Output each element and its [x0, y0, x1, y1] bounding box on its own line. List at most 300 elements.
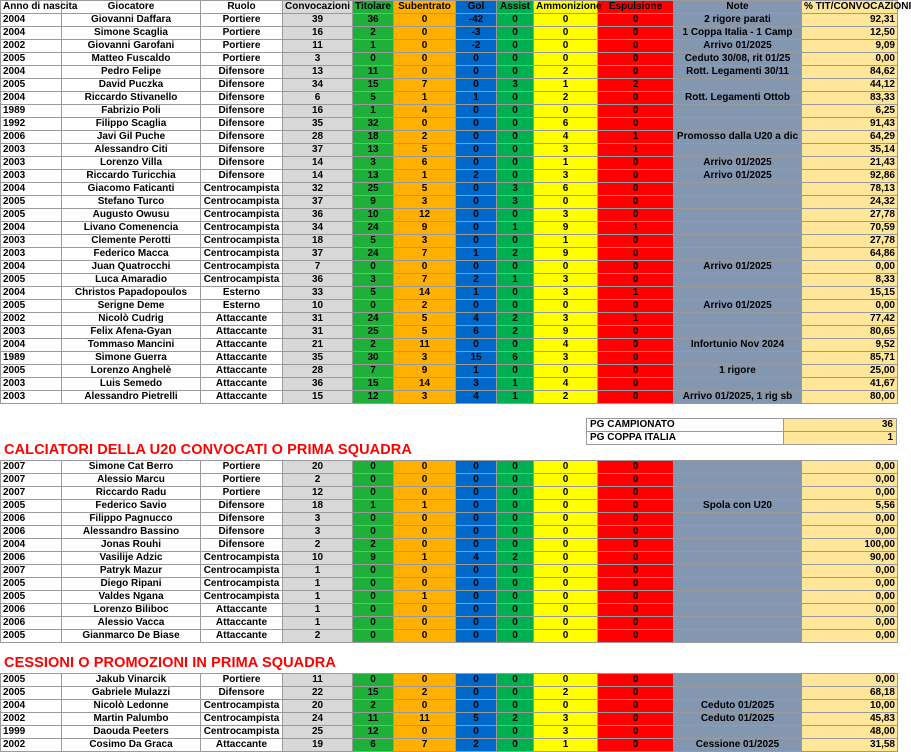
cell-assist: 2 — [497, 313, 534, 326]
cell-espulsione: 0 — [598, 713, 674, 726]
cell-convocazioni: 1 — [283, 604, 353, 617]
cell-assist: 0 — [497, 565, 534, 578]
cell-assist: 1 — [497, 222, 534, 235]
cell-titolare: 2 — [353, 339, 394, 352]
table-row — [1, 352, 898, 365]
cell-giocatore: Giacomo Faticanti — [62, 183, 201, 196]
cell-note — [674, 326, 802, 339]
cell-convocazioni: 36 — [283, 209, 353, 222]
u20-section-title: CALCIATORI DELLA U20 CONVOCATI O PRIMA SQUADRA — [4, 442, 412, 458]
cell-espulsione: 0 — [598, 513, 674, 526]
cell-ammonizione: 0 — [534, 700, 598, 713]
cessioni-section-title: CESSIONI O PROMOZIONI IN PRIMA SQUADRA — [4, 655, 336, 671]
cell-ammonizione: 9 — [534, 248, 598, 261]
cell-gol: 0 — [456, 604, 497, 617]
cell-note — [674, 222, 802, 235]
cell-espulsione: 0 — [598, 40, 674, 53]
cell-perc: 85,71 — [802, 352, 898, 365]
cell-ammonizione: 0 — [534, 365, 598, 378]
cell-ammonizione: 0 — [534, 630, 598, 643]
cell-espulsione: 0 — [598, 14, 674, 27]
cell-convocazioni: 2 — [283, 539, 353, 552]
cell-gol: 0 — [456, 196, 497, 209]
cell-perc: 92,31 — [802, 14, 898, 27]
header-row — [1, 1, 898, 14]
cell-note — [674, 513, 802, 526]
cell-gol: 0 — [456, 630, 497, 643]
cell-ammonizione: 0 — [534, 578, 598, 591]
cell-note: 2 rigore parati — [674, 14, 802, 27]
table-row — [1, 313, 898, 326]
cell-subentrato: 2 — [394, 131, 456, 144]
cell-gol: 0 — [456, 700, 497, 713]
cell-assist: 2 — [497, 552, 534, 565]
cell-subentrato: 7 — [394, 79, 456, 92]
cell-note — [674, 144, 802, 157]
cell-ammonizione: 1 — [534, 739, 598, 752]
cell-note — [674, 526, 802, 539]
cell-ruolo: Attaccante — [201, 326, 283, 339]
cell-note: Rott. Legamenti Ottob — [674, 92, 802, 105]
cell-subentrato: 0 — [394, 726, 456, 739]
cell-perc: 83,33 — [802, 92, 898, 105]
cell-gol: -2 — [456, 40, 497, 53]
cell-ammonizione: 0 — [534, 526, 598, 539]
cell-espulsione: 0 — [598, 118, 674, 131]
cell-giocatore: Gabriele Mulazzi — [62, 687, 201, 700]
cell-giocatore: Filippo Pagnucco — [62, 513, 201, 526]
cell-anno: 2004 — [1, 261, 62, 274]
cell-espulsione: 0 — [598, 209, 674, 222]
cell-gol: 4 — [456, 552, 497, 565]
cell-convocazioni: 1 — [283, 578, 353, 591]
cell-convocazioni: 36 — [283, 274, 353, 287]
cell-perc: 0,00 — [802, 461, 898, 474]
cell-gol: 0 — [456, 105, 497, 118]
cell-ruolo: Portiere — [201, 14, 283, 27]
cell-gol: 1 — [456, 92, 497, 105]
table-row — [1, 565, 898, 578]
header-titolare: Titolare — [353, 1, 394, 14]
table-row — [1, 131, 898, 144]
pg-coppa-row — [587, 432, 897, 445]
cell-convocazioni: 31 — [283, 313, 353, 326]
cell-ruolo: Centrocampista — [201, 552, 283, 565]
cell-subentrato: 11 — [394, 713, 456, 726]
cell-ruolo: Difensore — [201, 131, 283, 144]
cell-giocatore: Stefano Turco — [62, 196, 201, 209]
cell-titolare: 24 — [353, 222, 394, 235]
cell-assist: 1 — [497, 378, 534, 391]
table-row — [1, 526, 898, 539]
cell-anno: 2004 — [1, 27, 62, 40]
cell-ammonizione: 3 — [534, 274, 598, 287]
cell-giocatore: Matteo Fuscaldo — [62, 53, 201, 66]
cell-convocazioni: 14 — [283, 170, 353, 183]
cessioni-table — [0, 673, 898, 752]
table-row — [1, 326, 898, 339]
cell-gol: 0 — [456, 339, 497, 352]
cell-gol: -3 — [456, 27, 497, 40]
cell-ruolo: Centrocampista — [201, 713, 283, 726]
cell-note: Cessione 01/2025 — [674, 739, 802, 752]
cell-titolare: 15 — [353, 687, 394, 700]
cell-anno: 2004 — [1, 222, 62, 235]
cell-subentrato: 14 — [394, 287, 456, 300]
cell-giocatore: Javi Gil Puche — [62, 131, 201, 144]
cell-anno: 2005 — [1, 300, 62, 313]
cell-giocatore: Jakub Vinarcik — [62, 674, 201, 687]
cell-ammonizione: 3 — [534, 209, 598, 222]
cell-convocazioni: 16 — [283, 27, 353, 40]
table-row — [1, 183, 898, 196]
cell-note: Ceduto 01/2025 — [674, 713, 802, 726]
cell-subentrato: 4 — [394, 105, 456, 118]
cell-giocatore: Simone Cat Berro — [62, 461, 201, 474]
cell-anno: 2006 — [1, 526, 62, 539]
cell-espulsione: 0 — [598, 391, 674, 404]
cell-note: Rott. Legamenti 30/11 — [674, 66, 802, 79]
cell-subentrato: 0 — [394, 604, 456, 617]
cell-giocatore: Giovanni Garofani — [62, 40, 201, 53]
cell-convocazioni: 16 — [283, 105, 353, 118]
cell-perc: 15,15 — [802, 287, 898, 300]
cell-giocatore: Federico Savio — [62, 500, 201, 513]
cell-titolare: 13 — [353, 144, 394, 157]
cell-ruolo: Esterno — [201, 300, 283, 313]
cell-gol: 0 — [456, 461, 497, 474]
cell-anno: 2003 — [1, 144, 62, 157]
cell-subentrato: 0 — [394, 66, 456, 79]
cell-espulsione: 0 — [598, 196, 674, 209]
cell-note — [674, 105, 802, 118]
cell-assist: 1 — [497, 274, 534, 287]
cell-anno: 2002 — [1, 739, 62, 752]
cell-ammonizione: 3 — [534, 287, 598, 300]
cell-anno: 2004 — [1, 700, 62, 713]
cell-titolare: 0 — [353, 474, 394, 487]
cell-anno: 2002 — [1, 313, 62, 326]
cell-assist: 0 — [497, 687, 534, 700]
cell-anno: 2003 — [1, 157, 62, 170]
cell-anno: 2006 — [1, 552, 62, 565]
cell-giocatore: Luca Amaradio — [62, 274, 201, 287]
cell-ruolo: Centrocampista — [201, 591, 283, 604]
cell-ruolo: Difensore — [201, 79, 283, 92]
table-row — [1, 196, 898, 209]
cell-note — [674, 726, 802, 739]
cell-assist: 1 — [497, 391, 534, 404]
cell-espulsione: 0 — [598, 539, 674, 552]
cell-titolare: 1 — [353, 40, 394, 53]
cell-assist: 0 — [497, 235, 534, 248]
cell-gol: 0 — [456, 118, 497, 131]
cell-ammonizione: 0 — [534, 261, 598, 274]
cell-anno: 1999 — [1, 726, 62, 739]
cell-subentrato: 0 — [394, 617, 456, 630]
cell-ammonizione: 0 — [534, 14, 598, 27]
cell-anno: 2005 — [1, 578, 62, 591]
cell-espulsione: 0 — [598, 300, 674, 313]
cell-assist: 0 — [497, 287, 534, 300]
cell-note — [674, 552, 802, 565]
cell-note — [674, 461, 802, 474]
table-row — [1, 713, 898, 726]
cell-note: Ceduto 30/08, rit 01/25 — [674, 53, 802, 66]
cell-gol: 0 — [456, 687, 497, 700]
table-row — [1, 274, 898, 287]
cell-note: Arrivo 01/2025 — [674, 300, 802, 313]
cell-espulsione: 1 — [598, 131, 674, 144]
cell-espulsione: 0 — [598, 687, 674, 700]
cell-subentrato: 0 — [394, 118, 456, 131]
cell-perc: 100,00 — [802, 539, 898, 552]
cell-ruolo: Portiere — [201, 674, 283, 687]
cell-gol: 0 — [456, 500, 497, 513]
cell-giocatore: Giovanni Daffara — [62, 14, 201, 27]
cell-convocazioni: 12 — [283, 487, 353, 500]
table-row — [1, 79, 898, 92]
cell-perc: 31,58 — [802, 739, 898, 752]
cell-ruolo: Difensore — [201, 500, 283, 513]
cell-subentrato: 0 — [394, 578, 456, 591]
cell-ruolo: Difensore — [201, 687, 283, 700]
cell-note: Arrivo 01/2025, 1 rig sb — [674, 391, 802, 404]
cell-ammonizione: 0 — [534, 196, 598, 209]
cell-ammonizione: 0 — [534, 591, 598, 604]
cell-titolare: 0 — [353, 526, 394, 539]
cell-giocatore: Lorenzo Villa — [62, 157, 201, 170]
cell-subentrato: 0 — [394, 565, 456, 578]
cell-ammonizione: 0 — [534, 500, 598, 513]
cell-giocatore: Riccardo Turicchia — [62, 170, 201, 183]
cell-subentrato: 5 — [394, 183, 456, 196]
cell-perc: 64,86 — [802, 248, 898, 261]
cell-assist: 0 — [497, 487, 534, 500]
cell-giocatore: Vasilije Adzic — [62, 552, 201, 565]
cell-titolare: 25 — [353, 326, 394, 339]
cell-gol: 0 — [456, 131, 497, 144]
cell-perc: 70,59 — [802, 222, 898, 235]
cell-assist: 0 — [497, 105, 534, 118]
pg-campionato-value: 36 — [784, 419, 897, 432]
cell-convocazioni: 37 — [283, 144, 353, 157]
cell-anno: 1989 — [1, 352, 62, 365]
cell-perc: 25,00 — [802, 365, 898, 378]
cell-anno: 2002 — [1, 713, 62, 726]
cell-anno: 2004 — [1, 339, 62, 352]
cell-giocatore: Gianmarco De Biase — [62, 630, 201, 643]
cell-ruolo: Portiere — [201, 474, 283, 487]
cell-titolare: 18 — [353, 131, 394, 144]
cell-anno: 2004 — [1, 287, 62, 300]
cell-ruolo: Portiere — [201, 53, 283, 66]
cell-gol: 15 — [456, 352, 497, 365]
cell-titolare: 5 — [353, 287, 394, 300]
cell-ruolo: Centrocampista — [201, 578, 283, 591]
cell-espulsione: 0 — [598, 726, 674, 739]
cell-giocatore: Filippo Scaglia — [62, 118, 201, 131]
cell-perc: 90,00 — [802, 552, 898, 565]
cell-anno: 2007 — [1, 565, 62, 578]
cell-ruolo: Centrocampista — [201, 235, 283, 248]
cell-convocazioni: 14 — [283, 157, 353, 170]
cell-gol: 0 — [456, 578, 497, 591]
cell-giocatore: Lorenzo Biliboc — [62, 604, 201, 617]
cell-ammonizione: 0 — [534, 565, 598, 578]
cell-anno: 2005 — [1, 53, 62, 66]
cell-titolare: 15 — [353, 378, 394, 391]
cell-ammonizione: 0 — [534, 539, 598, 552]
cell-note — [674, 209, 802, 222]
cell-ammonizione: 6 — [534, 118, 598, 131]
cell-anno: 2003 — [1, 326, 62, 339]
cell-note: Arrivo 01/2025 — [674, 157, 802, 170]
cell-anno: 2004 — [1, 539, 62, 552]
cell-perc: 27,78 — [802, 209, 898, 222]
cell-ruolo: Difensore — [201, 92, 283, 105]
cell-perc: 0,00 — [802, 604, 898, 617]
cell-gol: 2 — [456, 739, 497, 752]
cell-note — [674, 674, 802, 687]
cell-ammonizione: 1 — [534, 79, 598, 92]
table-row — [1, 209, 898, 222]
cell-note: 1 Coppa Italia - 1 Camp — [674, 27, 802, 40]
table-row — [1, 300, 898, 313]
cell-anno: 2005 — [1, 591, 62, 604]
cell-ruolo: Difensore — [201, 539, 283, 552]
cell-convocazioni: 19 — [283, 739, 353, 752]
cell-assist: 3 — [497, 79, 534, 92]
cell-perc: 6,25 — [802, 105, 898, 118]
cell-ammonizione: 3 — [534, 726, 598, 739]
cell-subentrato: 3 — [394, 391, 456, 404]
cell-convocazioni: 3 — [283, 526, 353, 539]
cell-espulsione: 0 — [598, 461, 674, 474]
cell-convocazioni: 37 — [283, 196, 353, 209]
cell-titolare: 0 — [353, 604, 394, 617]
cell-convocazioni: 10 — [283, 300, 353, 313]
cell-giocatore: Simone Scaglia — [62, 27, 201, 40]
cell-perc: 35,14 — [802, 144, 898, 157]
table-row — [1, 461, 898, 474]
pg-campionato-row — [587, 419, 897, 432]
cell-espulsione: 0 — [598, 183, 674, 196]
cell-giocatore: Felix Afena-Gyan — [62, 326, 201, 339]
cell-note: Promosso dalla U20 a dic — [674, 131, 802, 144]
pg-summary — [586, 418, 897, 445]
cell-ruolo: Centrocampista — [201, 183, 283, 196]
cell-assist: 0 — [497, 27, 534, 40]
cell-titolare: 13 — [353, 170, 394, 183]
cell-anno: 2004 — [1, 14, 62, 27]
cell-anno: 2005 — [1, 630, 62, 643]
cell-espulsione: 0 — [598, 365, 674, 378]
cell-perc: 68,18 — [802, 687, 898, 700]
cell-subentrato: 6 — [394, 157, 456, 170]
cell-ruolo: Attaccante — [201, 391, 283, 404]
cell-espulsione: 0 — [598, 27, 674, 40]
cell-ruolo: Esterno — [201, 287, 283, 300]
cell-espulsione: 0 — [598, 378, 674, 391]
table-row — [1, 604, 898, 617]
cell-giocatore: Alessio Vacca — [62, 617, 201, 630]
table-row — [1, 630, 898, 643]
cell-anno: 2006 — [1, 604, 62, 617]
cell-subentrato: 5 — [394, 326, 456, 339]
cell-perc: 44,12 — [802, 79, 898, 92]
cell-ruolo: Difensore — [201, 144, 283, 157]
cell-perc: 0,00 — [802, 261, 898, 274]
cell-titolare: 0 — [353, 487, 394, 500]
cell-anno: 2003 — [1, 170, 62, 183]
cell-gol: 0 — [456, 261, 497, 274]
header-espulsione: Espulsione — [598, 1, 674, 14]
cell-gol: 0 — [456, 539, 497, 552]
cell-titolare: 0 — [353, 565, 394, 578]
cell-subentrato: 0 — [394, 461, 456, 474]
cell-perc: 64,29 — [802, 131, 898, 144]
header-anno: Anno di nascita — [1, 1, 62, 14]
table-row — [1, 157, 898, 170]
table-row — [1, 474, 898, 487]
cell-titolare: 11 — [353, 713, 394, 726]
cell-perc: 80,65 — [802, 326, 898, 339]
table-row — [1, 391, 898, 404]
table-row — [1, 539, 898, 552]
cell-subentrato: 0 — [394, 27, 456, 40]
cell-note — [674, 235, 802, 248]
cell-gol: 5 — [456, 713, 497, 726]
table-row — [1, 739, 898, 752]
cell-ammonizione: 3 — [534, 713, 598, 726]
cell-anno: 2007 — [1, 461, 62, 474]
cell-gol: 1 — [456, 365, 497, 378]
cell-giocatore: Juan Quatrocchi — [62, 261, 201, 274]
cell-ruolo: Attaccante — [201, 617, 283, 630]
cell-anno: 1992 — [1, 118, 62, 131]
cell-note: Spola con U20 — [674, 500, 802, 513]
cell-gol: 0 — [456, 53, 497, 66]
cell-ammonizione: 2 — [534, 391, 598, 404]
cell-gol: 0 — [456, 209, 497, 222]
cell-note — [674, 274, 802, 287]
table-row — [1, 235, 898, 248]
cell-convocazioni: 11 — [283, 674, 353, 687]
cell-giocatore: Alessio Marcu — [62, 474, 201, 487]
cell-titolare: 6 — [353, 739, 394, 752]
cell-convocazioni: 11 — [283, 40, 353, 53]
cell-giocatore: Tommaso Mancini — [62, 339, 201, 352]
cell-assist: 2 — [497, 248, 534, 261]
cell-note — [674, 604, 802, 617]
cell-titolare: 0 — [353, 617, 394, 630]
cell-convocazioni: 18 — [283, 500, 353, 513]
cell-titolare: 10 — [353, 209, 394, 222]
cell-convocazioni: 1 — [283, 565, 353, 578]
cell-anno: 2005 — [1, 365, 62, 378]
cell-titolare: 5 — [353, 92, 394, 105]
header-subentrato: Subentrato — [394, 1, 456, 14]
cell-ruolo: Difensore — [201, 513, 283, 526]
cell-ammonizione: 0 — [534, 53, 598, 66]
cell-anno: 2005 — [1, 674, 62, 687]
cell-anno: 2007 — [1, 474, 62, 487]
cell-convocazioni: 28 — [283, 365, 353, 378]
cell-anno: 2004 — [1, 66, 62, 79]
table-row — [1, 500, 898, 513]
cell-subentrato: 7 — [394, 248, 456, 261]
